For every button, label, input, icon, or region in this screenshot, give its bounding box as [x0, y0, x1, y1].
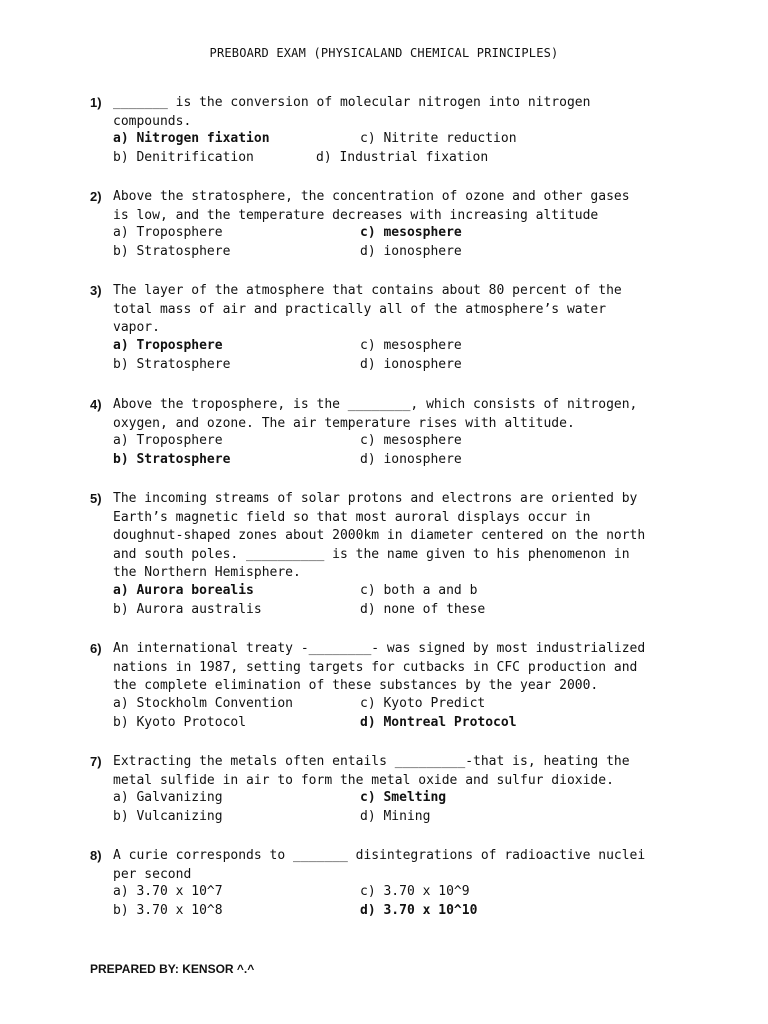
question-stem-line: vapor. — [113, 320, 160, 335]
option-b: b) Denitrification — [113, 150, 254, 165]
option-d: d) ionosphere — [360, 452, 462, 467]
option-c: c) mesosphere — [360, 225, 462, 240]
question-stem-line: is low, and the temperature decreases with increasing altitude — [113, 207, 599, 223]
question-stem-line: and south poles. __________ is the name given to his phenomenon in — [113, 546, 630, 562]
question-stem-line: per second — [113, 866, 192, 882]
question-number: 3) — [90, 283, 102, 298]
option-b: b) Stratosphere — [113, 452, 231, 467]
question-stem-line: Earth’s magnetic field so that most auroral displays occur in — [113, 509, 591, 525]
option-b: b) Vulcanizing — [113, 809, 223, 824]
option-a: a) Troposphere — [113, 433, 223, 448]
option-d: d) none of these — [360, 602, 486, 617]
question-stem-line: the complete elimination of these substances by the year 2000. — [113, 678, 599, 693]
option-c: c) mesosphere — [360, 338, 462, 353]
option-a: a) Nitrogen fixation — [113, 131, 270, 146]
option-d: d) Industrial fixation — [316, 150, 489, 165]
option-b: b) 3.70 x 10^8 — [113, 903, 223, 918]
option-a: a) Aurora borealis — [113, 583, 254, 598]
question-stem-line: The incoming streams of solar protons and electrons are oriented by — [113, 491, 638, 506]
question-stem-line: compounds. — [113, 113, 192, 129]
question-stem-line: _______ is the conversion of molecular nitrogen into nitrogen — [113, 95, 591, 110]
question-stem-line: A curie corresponds to _______ disintegrations of radioactive nuclei — [113, 848, 646, 863]
option-c: c) Smelting — [360, 790, 447, 805]
option-d: d) Mining — [360, 809, 431, 824]
option-c: c) mesosphere — [360, 433, 462, 448]
question-stem-line: oxygen, and ozone. The air temperature rises with altitude. — [113, 415, 575, 431]
option-a: a) Troposphere — [113, 225, 223, 240]
question-stem-line: nations in 1987, setting targets for cutbacks in CFC production and — [113, 659, 638, 675]
question-stem-line: doughnut-shaped zones about 2000km in diameter centered on the north — [113, 528, 646, 543]
option-d: d) 3.70 x 10^10 — [360, 903, 478, 918]
question-number: 4) — [90, 397, 102, 412]
option-b: b) Stratosphere — [113, 244, 231, 259]
option-d: d) Montreal Protocol — [360, 715, 517, 730]
option-d: d) ionosphere — [360, 244, 462, 259]
option-c: c) both a and b — [360, 583, 478, 598]
option-a: a) Stockholm Convention — [113, 696, 294, 711]
question-stem-line: An international treaty -________- was signed by most industrialized — [113, 641, 646, 656]
question-number: 8) — [90, 848, 102, 863]
question-stem-line: the Northern Hemisphere. — [113, 565, 301, 580]
page-title: PREBOARD EXAM (PHYSICALAND CHEMICAL PRINCIPLES) — [209, 46, 559, 60]
question-stem-line: Above the troposphere, is the ________, which consists of nitrogen, — [113, 397, 638, 412]
option-b: b) Kyoto Protocol — [113, 715, 247, 730]
option-a: a) Galvanizing — [113, 790, 223, 805]
prepared-by-footer: PREPARED BY: KENSOR ^.^ — [90, 962, 255, 976]
option-c: c) Kyoto Predict — [360, 696, 486, 711]
option-d: d) ionosphere — [360, 357, 462, 372]
option-b: b) Stratosphere — [113, 357, 231, 372]
option-a: a) Troposphere — [113, 338, 223, 353]
question-stem-line: metal sulfide in air to form the metal oxide and sulfur dioxide. — [113, 772, 614, 788]
question-number: 1) — [90, 95, 102, 110]
question-stem-line: total mass of air and practically all of the atmosphere’s water — [113, 301, 607, 317]
question-number: 7) — [90, 754, 102, 769]
option-c: c) Nitrite reduction — [360, 131, 517, 146]
question-number: 2) — [90, 189, 102, 204]
question-stem-line: Extracting the metals often entails _________-that is, heating the — [113, 754, 630, 769]
question-number: 5) — [90, 491, 102, 506]
question-stem-line: Above the stratosphere, the concentration of ozone and other gases — [113, 189, 630, 204]
option-b: b) Aurora australis — [113, 602, 262, 617]
option-a: a) 3.70 x 10^7 — [113, 884, 223, 899]
option-c: c) 3.70 x 10^9 — [360, 884, 470, 899]
question-stem-line: The layer of the atmosphere that contains about 80 percent of the — [113, 283, 622, 298]
question-number: 6) — [90, 641, 102, 656]
